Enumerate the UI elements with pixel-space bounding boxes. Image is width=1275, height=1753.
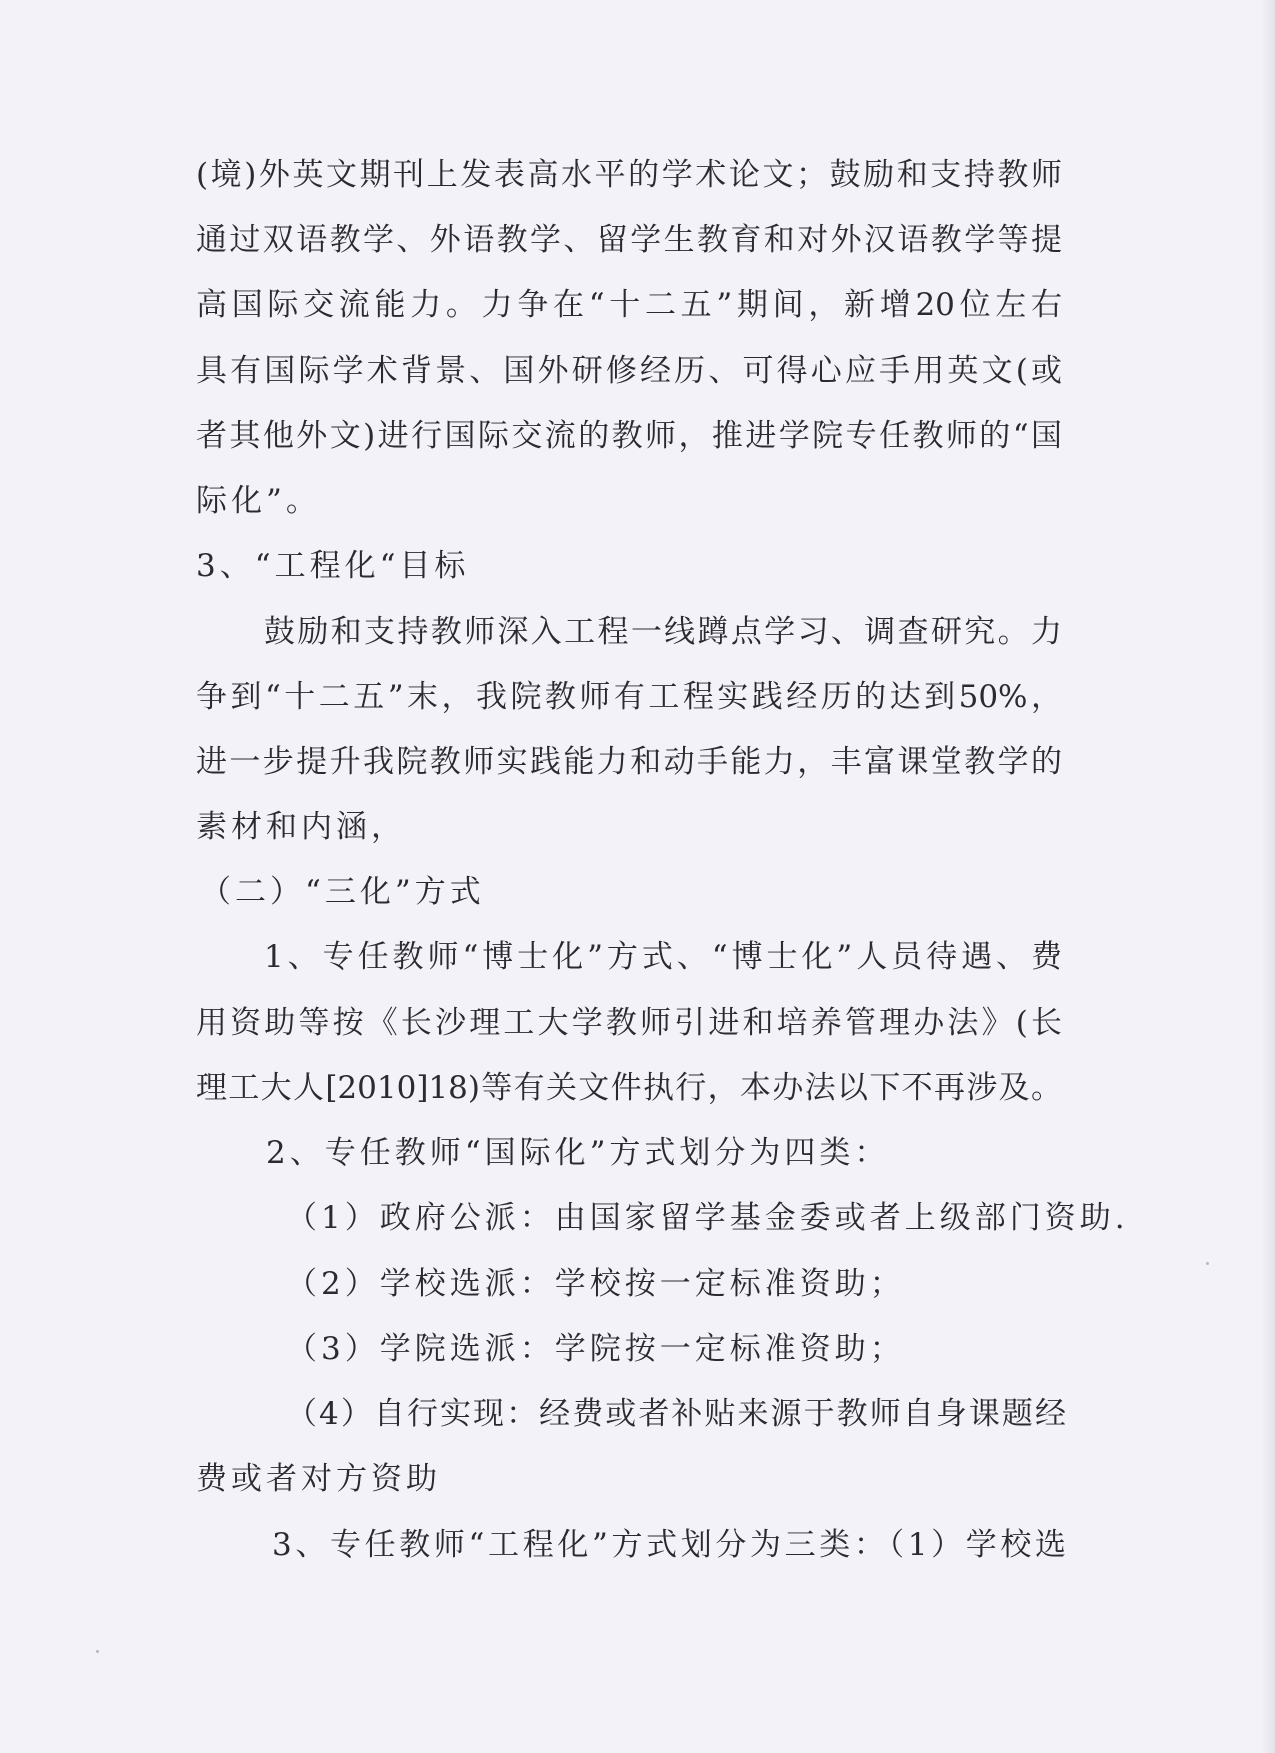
text-line: 费或者对方资助: [196, 1461, 441, 1497]
section-heading: 3、“工程化“目标: [196, 548, 470, 584]
text-line: 通过双语教学、外语教学、留学生教育和对外汉语教学等提: [196, 222, 1062, 258]
list-item: （3）学院选派：学院按一定标准资助；: [286, 1331, 905, 1367]
text-line: 素材和内涵，: [196, 809, 406, 845]
list-item: （1）政府公派：由国家留学基金委或者上级部门资助.: [286, 1200, 1129, 1236]
text-line: 理工大人[2010]18)等有关文件执行，本办法以下不再涉及。: [196, 1070, 1062, 1106]
text-line: (境)外英文期刊上发表高水平的学术论文；鼓励和支持教师: [196, 157, 1062, 193]
text-line: 用资助等按《长沙理工大学教师引进和培养管理办法》(长: [196, 1005, 1062, 1041]
text-line: 争到“十二五”末，我院教师有工程实践经历的达到50%，: [196, 679, 1062, 715]
text-line: 者其他外文)进行国际交流的教师，推进学院专任教师的“国: [196, 418, 1062, 454]
text-line: 具有国际学术背景、国外研修经历、可得心应手用英文(或: [196, 353, 1062, 389]
paragraph-first-line: 1、专任教师“博士化”方式、“博士化”人员待遇、费: [264, 939, 1062, 975]
paragraph-first-line: 3、专任教师“工程化”方式划分为三类：（1）学校选: [272, 1527, 1066, 1563]
scan-edge-shadow: [1261, 0, 1275, 1753]
paragraph-first-line: 鼓励和支持教师深入工程一线蹲点学习、调查研究。力: [264, 614, 1062, 650]
text-line: 高国际交流能力。力争在“十二五”期间，新增20位左右: [196, 287, 1062, 323]
list-item: （4）自行实现：经费或者补贴来源于教师自身课题经: [286, 1396, 1066, 1432]
text-line: 际化”。: [196, 483, 321, 519]
text-line: 进一步提升我院教师实践能力和动手能力，丰富课堂教学的: [196, 744, 1062, 780]
paragraph-first-line: 2、专任教师“国际化”方式划分为四类：: [266, 1135, 890, 1171]
section-heading: （二）“三化”方式: [200, 874, 485, 910]
scan-speck: [96, 1650, 99, 1653]
scan-speck: [1206, 1262, 1209, 1265]
list-item: （2）学校选派：学校按一定标准资助；: [286, 1266, 905, 1302]
